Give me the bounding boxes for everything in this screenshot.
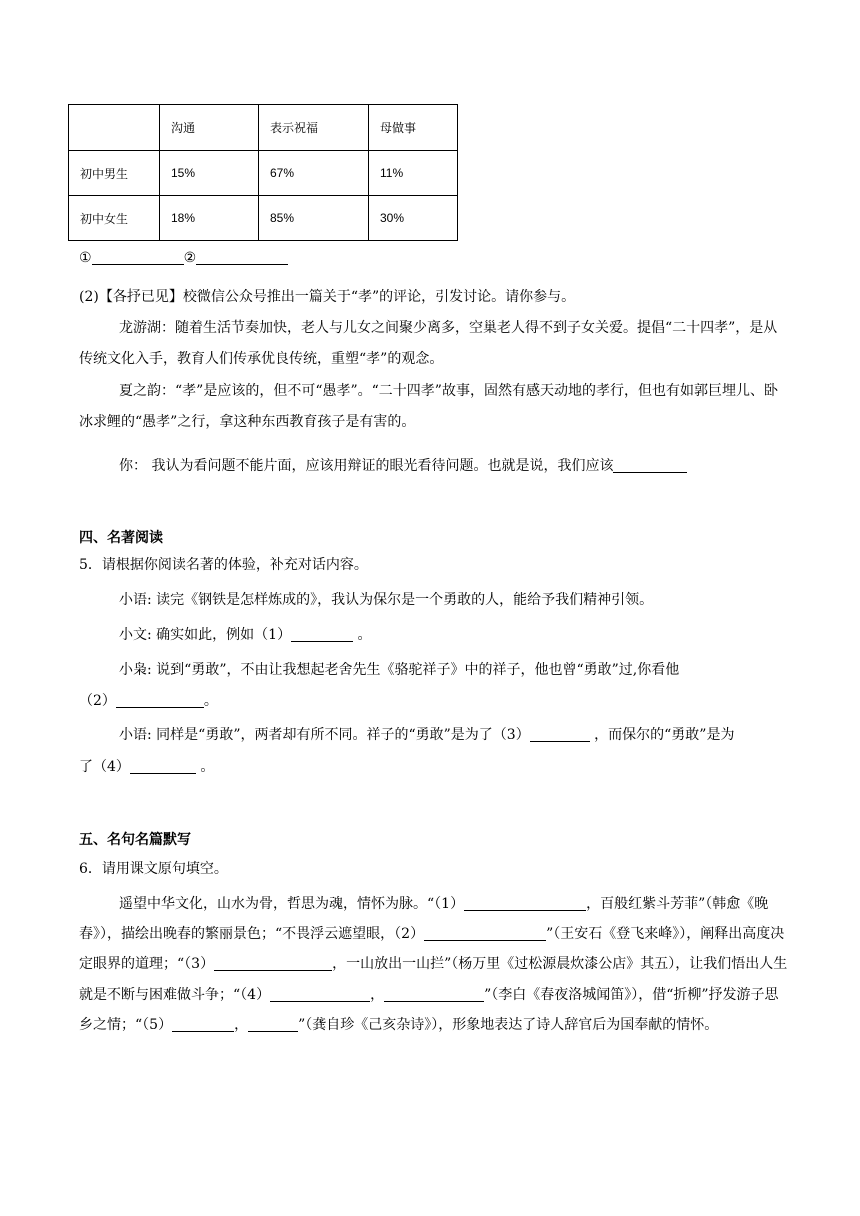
q4-paragraph-1: 龙游湖：随着生活节奏加快，老人与儿女之间聚少离多，空巢老人得不到子女关爱。提倡“二十四孝”，是从传统文化入手，教育人们传承优良传统，重塑“孝”的观念。 (79, 320, 778, 367)
table-row (69, 196, 458, 241)
q4-paragraph-3-text: 你： 我认为看问题不能片面，应该用辩证的眼光看待问题。也就是说，我们应该 (119, 458, 614, 474)
answer-blank[interactable] (172, 1016, 234, 1032)
table-header-row (69, 105, 458, 151)
answer-blank[interactable] (270, 986, 370, 1002)
poem-text: ， (370, 986, 385, 1003)
table-cell: 11% (369, 151, 458, 196)
section-heading: 五、名句名篇默写 (79, 832, 191, 848)
answer-blank[interactable] (116, 692, 204, 708)
fill-in-paragraph (79, 889, 791, 1040)
dialogue-text: 。 (353, 627, 372, 643)
table-header-cell: 表示祝福 (259, 105, 369, 151)
answer-blank[interactable] (130, 758, 196, 774)
table-cell: 18% (160, 196, 259, 241)
poem-text: ”（龚自珍《己亥杂诗》），形象地表达了诗人辞官后为国奉献的情怀。 (298, 1016, 719, 1033)
answer-blank[interactable] (384, 986, 484, 1002)
table-header-cell: 沟通 (160, 105, 259, 151)
answer-blank[interactable] (248, 1016, 298, 1032)
dialogue-text: 。 (195, 759, 215, 775)
table-cell: 30% (369, 196, 458, 241)
q4-paragraph-2: 夏之韵：“孝”是应该的，但不可“愚孝”。“二十四孝”故事，固然有感天动地的孝行，但也有如郭巨埋儿、卧冰求鲤的“愚孝”之行，拿这种东西教育孩子是有害的。 (79, 383, 778, 430)
dialogue-line-1: 小语: 读完《钢铁是怎样炼成的》，我认为保尔是一个勇敢的人，能给予我们精神引领。 (119, 592, 654, 608)
poem-text: ”（李白《春夜洛城闻笛》），借“折柳”抒发游子思乡之情；“（5） (79, 986, 779, 1033)
answer-blank[interactable] (214, 955, 332, 971)
section-heading: 四、名著阅读 (79, 530, 163, 546)
table-header-cell (69, 105, 160, 151)
answer-mark-1: ① (79, 250, 92, 266)
q4-paragraph-3 (79, 451, 791, 482)
answer-blank[interactable] (424, 925, 546, 941)
poem-text: ，一山放出一山拦”（杨万里《过松源晨炊漆公店》其五），让我们悟出人生就是不断与困难做斗争；“（4） (79, 956, 788, 1003)
answer-blank[interactable] (464, 895, 586, 911)
table-header-cell: 母做事 (369, 105, 458, 151)
dialogue-text: 小文: 确实如此，例如（1） (119, 627, 292, 643)
question-6: 6．请用课文原句填空。 (79, 861, 228, 877)
answer-blank[interactable] (291, 626, 353, 642)
row-label: 初中女生 (69, 196, 160, 241)
dialogue-text: （2） (79, 693, 116, 709)
answer-blank[interactable] (92, 249, 184, 265)
answer-blank[interactable] (530, 726, 590, 742)
question-5: 5．请根据你阅读名著的体验，补充对话内容。 (79, 557, 368, 573)
dialogue-text: ，而保尔的“勇敢”是为 (589, 727, 735, 743)
table-cell: 67% (259, 151, 369, 196)
poem-text: 遥望中华文化，山水为骨，哲思为魂，情怀为脉。“（1） (119, 896, 465, 912)
dialogue-text: 了（4） (79, 759, 130, 775)
answer-blank[interactable] (613, 457, 687, 473)
dialogue-line-4 (79, 720, 791, 751)
dialogue-line-4-cont (79, 752, 791, 783)
dialogue-line-2 (79, 620, 791, 651)
table-row (69, 151, 458, 196)
table-cell: 15% (160, 151, 259, 196)
dialogue-text: 小语: 同样是“勇敢”，两者却有所不同。祥子的“勇敢”是为了（3） (119, 727, 530, 743)
answer-line (79, 246, 791, 270)
poem-text: ”（王安石《登飞来峰》），阐释出高度决定眼界的道理；“（3） (79, 926, 785, 973)
dialogue-text: 。 (203, 693, 218, 709)
dialogue-line-3: 小枭: 说到“勇敢”，不由让我想起老舍先生《骆驼祥子》中的祥子，他也曾“勇敢”过,你看他 (119, 662, 680, 678)
row-label: 初中男生 (69, 151, 160, 196)
dialogue-line-3-cont (79, 686, 791, 717)
q4-part2-prompt: (2)【各抒已见】校微信公众号推出一篇关于“孝”的评论，引发讨论。请你参与。 (79, 289, 576, 305)
table-cell: 85% (259, 196, 369, 241)
poem-text: ，百般红紫斗芳菲”（韩愈《晚春》），描绘出晚春的繁丽景色；“不畏浮云遮望眼，（2） (79, 896, 769, 943)
survey-table (68, 104, 458, 241)
answer-mark-2: ② (183, 250, 197, 266)
answer-blank[interactable] (196, 249, 288, 265)
poem-text: ， (234, 1016, 249, 1033)
